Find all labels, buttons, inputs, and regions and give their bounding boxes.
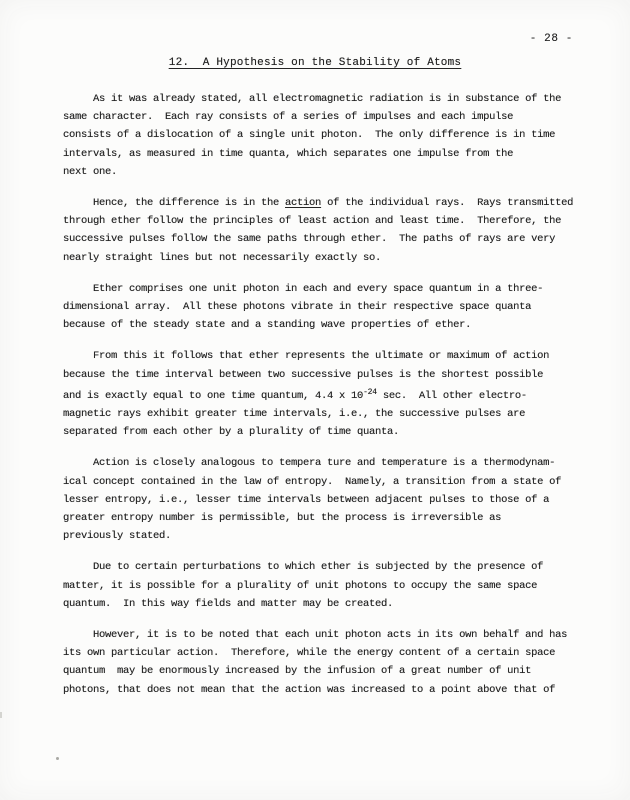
text-line [63,527,593,545]
text-segment: Action is closely analogous to tempera ture and temperature is a thermodynam- [93,457,556,470]
text-line [63,347,593,365]
text-segment: lesser entropy, i.e., lesser time intervals between adjacent pulses to those of a [63,493,550,506]
document-body [63,90,593,712]
text-segment: matter, it is possible for a plurality of unit photons to occupy the same space [63,579,538,592]
text-line [63,90,593,108]
text-line [63,577,593,595]
text-segment: Ether comprises one unit photon in each and every space quantum in a three- [93,282,544,295]
text-line [63,384,593,405]
paragraph [63,626,593,699]
text-line [63,454,593,472]
text-segment: nearly straight lines but not necessarily exactly so. [63,251,382,264]
paragraph [63,558,593,613]
text-line [63,681,593,699]
text-line [63,491,593,509]
text-line [63,316,593,334]
text-segment: Due to certain perturbations to which ether is subjected by the presence of [93,561,544,574]
text-segment: As it was already stated, all electromagnetic radiation is in substance of the [93,93,562,105]
text-segment: because the time interval between two successive pulses is the shortest possible [63,368,544,381]
text-line [63,366,593,384]
text-segment: magnetic rays exhibit greater time intervals, i.e., the successive pulses are [63,408,526,421]
text-segment: same character. Each ray consists of a series of impulses and each impulse [63,111,514,124]
text-segment: From this it follows that ether represents the ultimate or maximum of action [93,350,550,363]
superscript-exponent: -24 [363,387,377,397]
text-segment: and is exactly equal to one time quantum, 4.4 x 10 [63,389,364,402]
page-number: - 28 - [529,33,573,45]
page-title: 12. A Hypothesis on the Stability of Atoms [168,57,462,69]
text-segment: photons, that does not mean that the action was increased to a point above that of [63,683,556,696]
text-segment: successive pulses follow the same paths through ether. The paths of rays are very [63,233,556,246]
text-line [63,126,593,144]
text-line [63,280,593,298]
paragraph [63,347,593,441]
scan-edge-mark [0,712,2,718]
text-segment: its own particular action. Therefore, while the energy content of a certain space [63,647,556,660]
text-segment: through ether follow the principles of least action and least time. Therefore, the [63,215,562,228]
text-segment: dimensional array. All these photons vibrate in their respective space quanta [63,301,532,314]
paragraph [63,454,593,545]
text-segment: separated from each other by a plurality of time quanta. [63,426,400,439]
text-line [63,212,593,230]
text-line [63,194,593,212]
text-line [63,163,593,181]
text-line [63,473,593,491]
text-segment: consists of a dislocation of a single unit photon. The only difference is in time [63,129,556,142]
text-line [63,626,593,644]
text-line [63,558,593,576]
text-segment: ical concept contained in the law of entropy. Namely, a transition from a state of [63,475,562,488]
text-segment: greater entropy number is permissible, but the process is irreversible as [63,512,502,525]
paragraph [63,194,593,267]
text-line [63,230,593,248]
text-line [63,662,593,680]
text-segment: previously stated. [63,530,172,543]
text-line [63,509,593,527]
paragraph [63,90,593,181]
text-line [63,423,593,441]
text-segment: sec. All other electro- [376,389,527,402]
text-line [63,644,593,662]
text-line [63,249,593,267]
text-segment: of the individual rays. Rays transmitted [321,197,574,210]
text-segment: quantum may be enormously increased by the infusion of a great number of unit [63,665,532,678]
text-segment: because of the steady state and a standing wave properties of ether. [63,319,472,332]
text-segment: next one. [63,165,118,178]
scan-speck [56,757,59,760]
paragraph [63,280,593,335]
underlined-term: action [285,197,322,210]
text-segment: However, it is to be noted that each unit photon acts in its own behalf and has [93,629,568,642]
text-line [63,298,593,316]
text-line [63,108,593,126]
text-line [63,405,593,423]
text-segment: intervals, as measured in time quanta, which separates one impulse from the [63,147,514,160]
text-line [63,145,593,163]
text-segment: Hence, the difference is in the [93,197,286,210]
text-line [63,595,593,613]
text-segment: quantum. In this way fields and matter may be created. [63,597,394,610]
